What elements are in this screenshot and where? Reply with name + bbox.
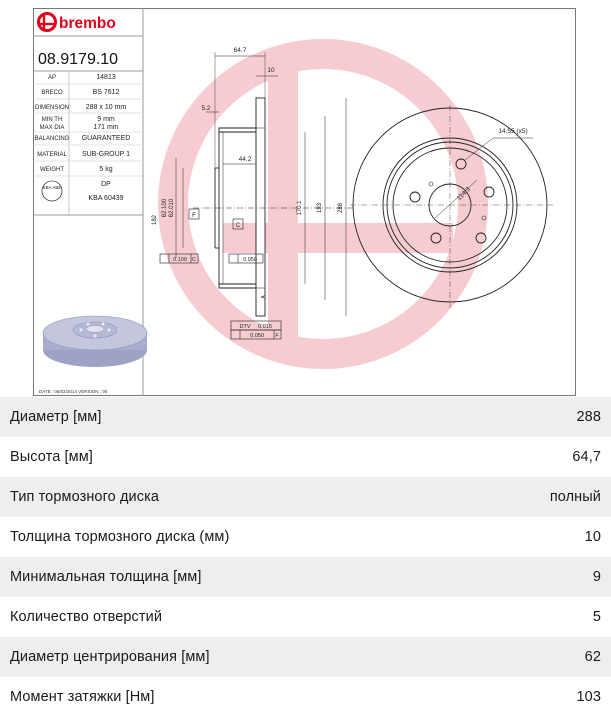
ap-label: AP	[47, 75, 57, 81]
tol-dtv-value: 0.015	[258, 324, 272, 330]
spec-label: Высота [мм]	[10, 449, 93, 465]
spec-row	[0, 677, 611, 717]
datum-c: C	[235, 223, 241, 229]
ap-value: 14813	[96, 74, 116, 81]
dim-hat-wall: 5.2	[201, 105, 211, 112]
drawing-footer: DATE : 06/02/2014 VERSION : 00	[39, 389, 108, 394]
spec-table	[0, 397, 611, 717]
dim-pcd: 114.3	[455, 185, 472, 202]
spec-value: 64,7	[572, 449, 601, 465]
kba-number: KBA 60439	[88, 195, 124, 202]
spec-label: Диаметр центрирования [мм]	[10, 649, 210, 665]
spec-label: Минимальная толщина [мм]	[10, 569, 202, 585]
spec-value: 103	[576, 689, 601, 705]
kba-dp: DP	[101, 181, 111, 188]
spec-row	[0, 597, 611, 637]
spec-value: 62	[584, 649, 601, 665]
weight-value: 5 kg	[99, 166, 113, 173]
material-label: MATERIAL	[37, 152, 67, 158]
dim-hub-bore-max: 62.100	[162, 198, 168, 218]
datum-f: F	[192, 213, 196, 219]
dim-bore-dia: 182	[152, 214, 158, 226]
spec-row	[0, 437, 611, 477]
dimension-value: 288 x 10 mm	[85, 104, 127, 111]
balancing-value: GUARANTEED	[81, 135, 131, 142]
dim-holes: 14.55 (x5)	[498, 128, 528, 135]
breco-value: BS 7612	[92, 89, 120, 96]
material-value: SUB-GROUP 1	[81, 151, 131, 158]
min-th-label: MIN TH	[41, 117, 63, 123]
dim-friction-dia: 193	[317, 202, 323, 214]
spec-value: 9	[592, 569, 601, 585]
spec-row	[0, 557, 611, 597]
dim-inner-dia: 170.1	[297, 200, 303, 216]
spec-label: Количество отверстий	[10, 609, 163, 625]
spec-row	[0, 477, 611, 517]
tol-runout-ref: C	[192, 257, 196, 263]
tol-parallel: 0.050	[250, 333, 264, 339]
disc-3d-render	[43, 316, 147, 367]
tol-flatness: 0.050	[243, 257, 257, 263]
brand-name: brembo	[59, 15, 116, 32]
spec-label: Момент затяжки [Нм]	[10, 689, 155, 705]
dim-height: 64.7	[233, 47, 247, 54]
dim-hub-bore-min: 62.010	[169, 198, 175, 218]
dim-thickness: 10	[267, 67, 275, 74]
spec-value: 10	[584, 529, 601, 545]
tol-dtv: DTV	[239, 324, 251, 330]
weight-label: WEIGHT	[40, 167, 64, 173]
spec-label: Тип тормозного диска	[10, 489, 159, 505]
spec-row	[0, 397, 611, 437]
dimension-label: DIMENSION	[34, 105, 70, 111]
datum-a: A	[261, 295, 267, 299]
spec-value: 5	[592, 609, 601, 625]
technical-drawing-sheet	[33, 8, 576, 396]
part-number: 08.9179.10	[38, 51, 119, 68]
spec-label: Диаметр [мм]	[10, 409, 102, 425]
balancing-label: BALANCING	[34, 136, 70, 142]
breco-label: BRECO	[41, 90, 63, 96]
min-th-value: 9 mm	[97, 116, 115, 123]
kba-badge-text: KBA ABE	[42, 185, 62, 190]
kba-badge-icon	[42, 181, 62, 201]
max-dia-label: MAX DIA	[39, 125, 65, 131]
spec-label: Толщина тормозного диска (мм)	[10, 529, 230, 545]
spec-row	[0, 637, 611, 677]
dim-hat-depth: 44.2	[238, 156, 252, 163]
spec-row	[0, 517, 611, 557]
tol-parallel-ref: F	[275, 333, 279, 339]
spec-value: полный	[549, 489, 601, 505]
max-dia-value: 171 mm	[93, 124, 119, 131]
dim-outer-dia: 288	[338, 202, 344, 214]
tol-runout: 0.100	[173, 257, 187, 263]
spec-value: 288	[576, 409, 601, 425]
